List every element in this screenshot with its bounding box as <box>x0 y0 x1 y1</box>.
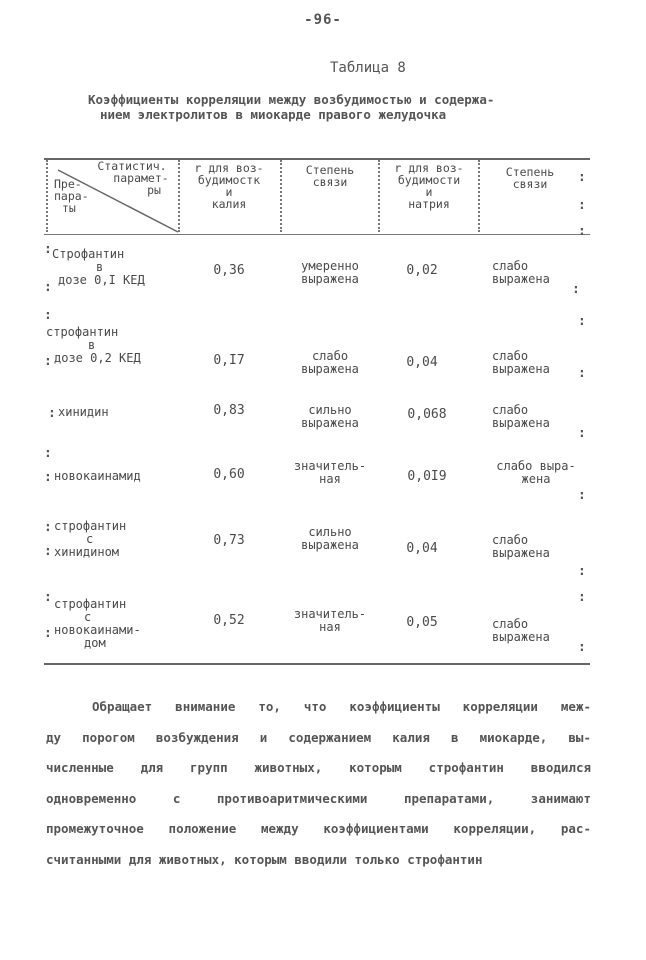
paragraph-line: считанными для животных, которым вводили только строфантин <box>46 851 483 867</box>
margin-colon: : <box>44 590 52 605</box>
table-cell-r-na: 0,02 <box>406 263 438 278</box>
table-cell-r-na: 0,04 <box>406 541 438 556</box>
table-cell-degree-k: значитель- ная <box>293 459 367 486</box>
table-cell-degree-na: слабо выражена <box>492 259 550 286</box>
table-cell-degree-na: слабо выражена <box>492 533 550 560</box>
margin-colon: : <box>578 640 586 655</box>
table-cell-degree-na: слабо выражена <box>492 403 550 430</box>
table-cell-degree-k: сильно выражена <box>301 403 359 430</box>
table-cell-degree-na: слабо выражена <box>492 349 550 376</box>
table-row-prep: строфантин с хинидином <box>54 519 127 559</box>
table-cell-r-k: 0,52 <box>213 613 245 628</box>
table-cell-r-k: 0,I7 <box>213 353 245 368</box>
margin-colon: : <box>578 170 586 185</box>
caption-line: нием электролитов в миокарде правого желудочка <box>100 107 447 122</box>
margin-colon: : <box>578 224 586 239</box>
table-cell-degree-k: значитель- ная <box>293 607 367 634</box>
table-cell-r-na: 0,04 <box>406 355 438 370</box>
margin-colon: : <box>44 626 52 641</box>
margin-colon: : <box>44 280 52 295</box>
table-cell-r-k: 0,36 <box>213 263 245 278</box>
table-cell-degree-na: слабо выражена <box>492 617 550 644</box>
header-r-sodium: r для воз- будимости и натрия <box>394 161 464 211</box>
margin-colon: : <box>44 308 52 323</box>
margin-colon: : <box>578 564 586 579</box>
header-degree-sodium: Степень связи <box>505 165 555 191</box>
table-cell-degree-k: сильно выражена <box>301 525 359 552</box>
corner-top-label: Статистич. парамет- ры <box>97 159 169 197</box>
margin-colon: : <box>578 198 586 213</box>
margin-colon: : <box>44 544 52 559</box>
table-cell-r-na: 0,0I9 <box>407 469 447 484</box>
table-cell-r-na: 0,068 <box>407 407 447 422</box>
table-cell-degree-k: умеренно выражена <box>301 259 359 286</box>
table-row-prep: хинидин <box>58 405 109 419</box>
header-r-potassium: r для воз- будимостк и калия <box>194 161 264 211</box>
margin-colon: : <box>44 446 52 461</box>
table-cell-r-k: 0,73 <box>213 533 245 548</box>
table-cell-r-k: 0,83 <box>213 403 245 418</box>
table-bottom-rule <box>44 663 590 665</box>
paragraph-line: одновременно с противоаритмическими препаратами, занимают <box>46 790 591 806</box>
table-row-prep: Строфантин в дозе 0,I КЕД <box>52 247 145 287</box>
body-paragraph <box>46 692 591 875</box>
table-row-prep: строфантин с новокаинами- дом <box>54 597 141 650</box>
table-row-prep: новокаинамид <box>54 469 141 483</box>
caption-line: Коэффициенты корреляции между возбудимостью и содержа- <box>88 92 495 107</box>
table-label: Таблица 8 <box>330 60 406 76</box>
table-row-prep: строфантин в дозе 0,2 КЕД <box>46 325 141 365</box>
paragraph-line: Обращает внимание то, что коэффициенты корреляции меж- <box>92 699 591 714</box>
margin-colon: : <box>44 354 52 369</box>
margin-colon: : <box>578 426 586 441</box>
margin-colon: : <box>578 590 586 605</box>
table-cell-r-na: 0,05 <box>406 615 438 630</box>
margin-colon: : <box>578 314 586 329</box>
page-number: -96- <box>304 12 342 28</box>
table-cell-degree-k: слабо выражена <box>301 349 359 376</box>
table-caption <box>88 92 598 122</box>
margin-colon: : <box>572 282 580 297</box>
margin-colon: : <box>44 470 52 485</box>
margin-colon: : <box>578 366 586 381</box>
paragraph-line: промежуточное положение между коэффициентами корреляции, рас- <box>46 821 591 836</box>
paragraph-line: ду порогом возбуждения и содержанием калия в миокарде, вы- <box>46 729 591 745</box>
table-cell-r-k: 0,60 <box>213 467 245 482</box>
header-degree-potassium: Степень связи <box>305 163 355 189</box>
margin-colon: : <box>44 520 52 535</box>
margin-colon: : <box>44 242 52 257</box>
margin-colon: : <box>48 406 56 421</box>
corner-bottom-label: Пре- пара- ты <box>54 177 89 215</box>
paragraph-line: численные для групп животных, которым строфантин вводился <box>46 760 591 775</box>
correlation-table <box>44 158 590 666</box>
margin-colon: : <box>578 488 586 503</box>
table-cell-degree-na: слабо выра- жена <box>496 459 576 486</box>
